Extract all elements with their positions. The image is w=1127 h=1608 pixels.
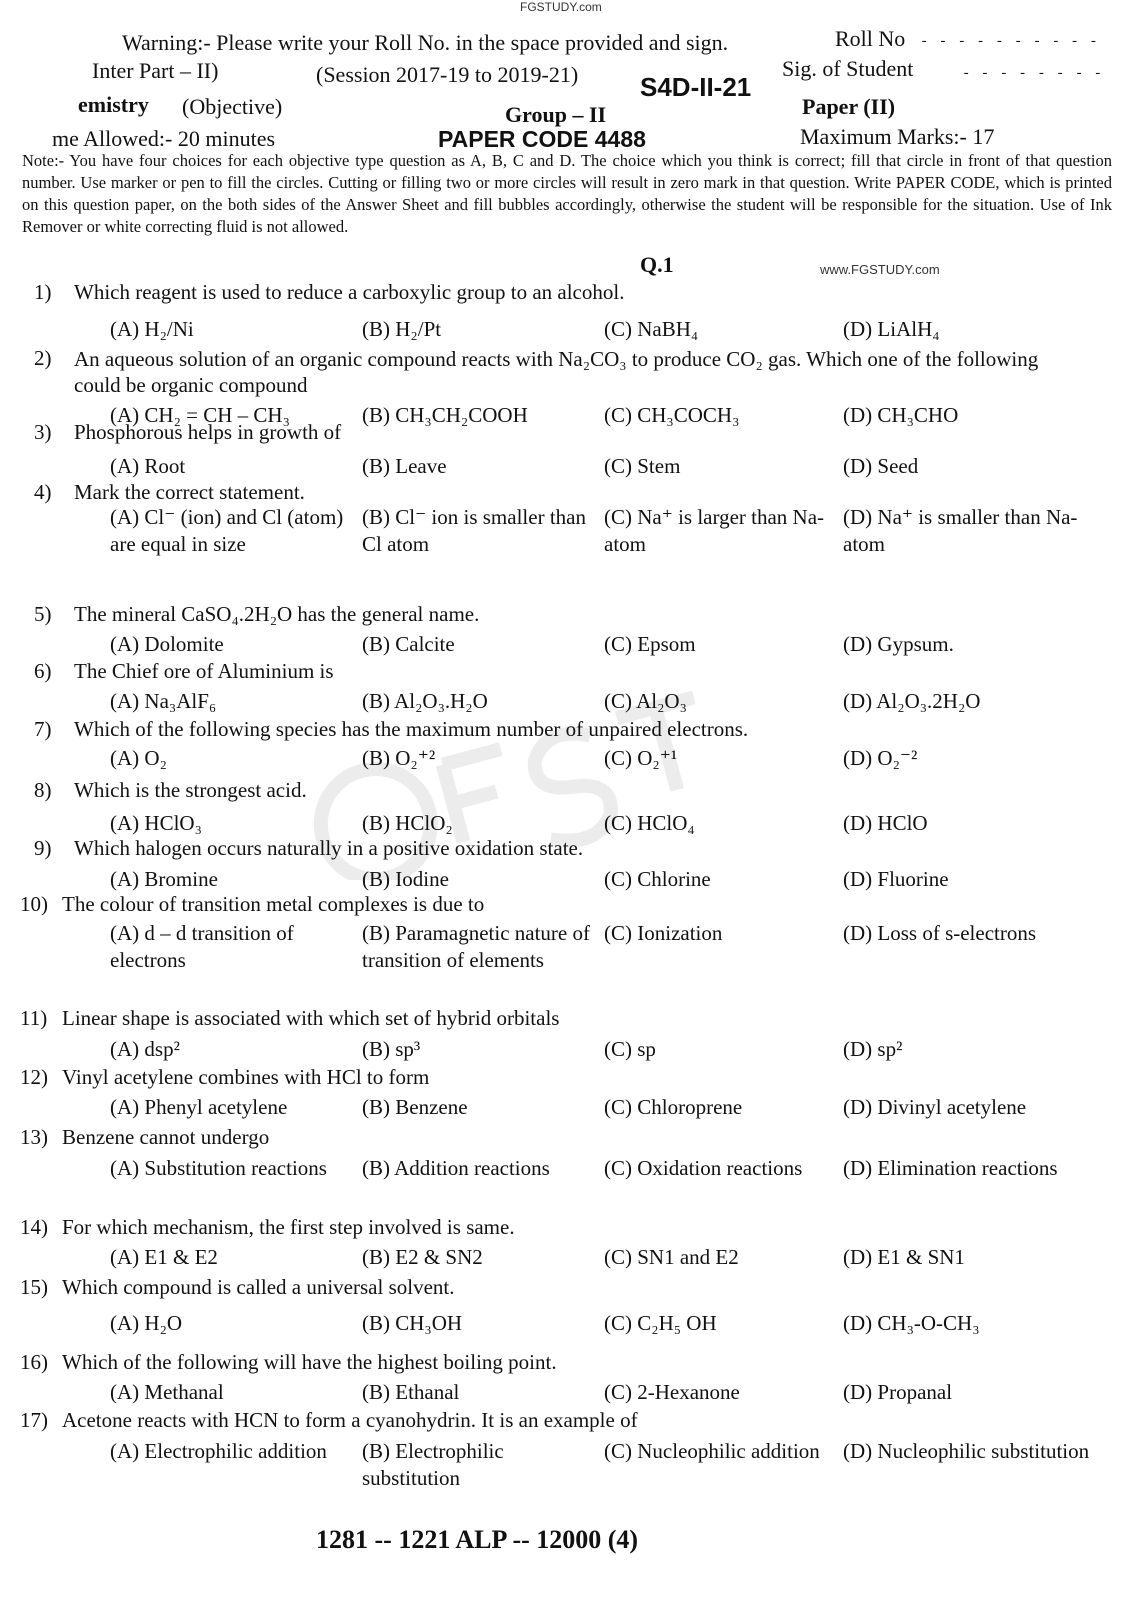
option-c: (C) sp [604, 1037, 656, 1061]
option-c: (C) Stem [604, 454, 681, 478]
option-a: (A) Na₃AlF₆ [110, 689, 217, 713]
question-number: 15) [20, 1275, 48, 1299]
option-d: (D) LiAlH₄ [843, 317, 940, 341]
option-b: (B) HClO₂ [362, 811, 453, 835]
option-b: (B) H₂/Pt [362, 317, 442, 341]
option-b: (B) Al₂O₃.H₂O [362, 689, 488, 713]
group-label: Group – II [505, 102, 607, 127]
question-number: 6) [34, 659, 52, 683]
session-label: (Session 2017-19 to 2019-21) [316, 62, 579, 87]
option-a: (A) d – d transition of electrons [110, 921, 294, 972]
question-number: 3) [34, 420, 52, 444]
option-c: (C) 2-Hexanone [604, 1380, 740, 1404]
question-text: Which halogen occurs naturally in a positive oxidation state. [74, 836, 584, 860]
question-text: Which compound is called a universal solvent. [62, 1275, 455, 1299]
option-a: (A) Methanal [110, 1380, 224, 1404]
question-text: Acetone reacts with HCN to form a cyanohydrin. It is an example of [62, 1408, 638, 1432]
option-b: (B) Benzene [362, 1095, 468, 1119]
option-b: (B) Addition reactions [362, 1156, 550, 1180]
option-d: (D) E1 & SN1 [843, 1245, 965, 1269]
option-b: (B) Cl⁻ ion is smaller than Cl atom [362, 505, 586, 556]
option-a: (A) Substitution reactions [110, 1156, 327, 1180]
option-a: (A) E1 & E2 [110, 1245, 218, 1269]
paper-code: PAPER CODE 4488 [438, 126, 646, 152]
objective-label: (Objective) [182, 94, 283, 119]
option-c: (C) Oxidation reactions [604, 1156, 803, 1180]
signature-label: Sig. of Student [782, 56, 914, 81]
option-a: (A) Root [110, 454, 186, 478]
site-mark: FGSTUDY.com [520, 0, 602, 14]
option-d: (D) Fluorine [843, 867, 949, 891]
option-d: (D) CH₃CHO [843, 403, 959, 427]
option-b: (B) O₂⁺² [362, 746, 436, 770]
question-text: For which mechanism, the first step involved is same. [62, 1215, 515, 1239]
roll-no-label: Roll No [835, 26, 906, 51]
question-number: 7) [34, 717, 52, 741]
option-a: (A) H₂/Ni [110, 317, 194, 341]
option-b: (B) E2 & SN2 [362, 1245, 483, 1269]
option-b: (B) sp³ [362, 1037, 421, 1061]
option-c: (C) Epsom [604, 632, 696, 656]
option-b: (B) Iodine [362, 867, 449, 891]
option-c: (C) C₂H₅ OH [604, 1311, 717, 1335]
question-text: Which reagent is used to reduce a carboxylic group to an alcohol. [74, 280, 625, 304]
option-a: (A) Electrophilic addition [110, 1439, 327, 1463]
option-a: (A) Cl⁻ (ion) and Cl (atom) are equal in size [110, 505, 344, 556]
question-text: Vinyl acetylene combines with HCl to form [62, 1065, 430, 1089]
option-d: (D) HClO [843, 811, 928, 835]
handwritten-code: S4D-II-21 [640, 72, 752, 102]
option-d: (D) Al₂O₃.2H₂O [843, 689, 981, 713]
option-d: (D) Elimination reactions [843, 1156, 1058, 1180]
option-b: (B) Leave [362, 454, 447, 478]
question-number: 9) [34, 836, 52, 860]
question-number: 10) [20, 892, 48, 916]
option-d: (D) Loss of s-electrons [843, 921, 1037, 945]
question-text: The Chief ore of Aluminium is [74, 659, 334, 683]
question-number: 17) [20, 1408, 48, 1432]
question-text: Which of the following will have the highest boiling point. [62, 1350, 557, 1374]
question-number: 11) [20, 1006, 48, 1030]
option-a: (A) CH₂ = CH – CH₃ [110, 403, 290, 427]
option-a: (A) Dolomite [110, 632, 224, 656]
option-d: (D) Nucleophilic substitution [843, 1439, 1090, 1463]
warning-text: Warning:- Please write your Roll No. in the space provided and sign. [122, 30, 729, 55]
option-c: (C) Nucleophilic addition [604, 1439, 820, 1463]
option-d: (D) Propanal [843, 1380, 953, 1404]
option-d: (D) CH₃-O-CH₃ [843, 1311, 980, 1335]
option-a: (A) H₂O [110, 1311, 183, 1335]
option-c: (C) Chlorine [604, 867, 711, 891]
option-b: (B) Ethanal [362, 1380, 460, 1404]
option-a: (A) HClO₃ [110, 811, 202, 835]
option-c: (C) Chloroprene [604, 1095, 743, 1119]
question-number: 5) [34, 602, 52, 626]
question-number: 13) [20, 1125, 48, 1149]
question-text: Mark the correct statement. [74, 480, 305, 504]
question-text: An aqueous solution of an organic compound reacts with Na₂CO₃ to produce CO₂ gas. Which one of the following could be organic compound [74, 347, 1039, 397]
question-text: The colour of transition metal complexes is due to [62, 892, 485, 916]
option-d: (D) Na⁺ is smaller than Na-atom [843, 505, 1078, 556]
signature-field: - - - - - - - - [962, 66, 1104, 82]
option-c: (C) O₂⁺¹ [604, 746, 678, 770]
question-text: Which of the following species has the maximum number of unpaired electrons. [74, 717, 749, 741]
option-b: (B) CH₃OH [362, 1311, 463, 1335]
question-number: 12) [20, 1065, 48, 1089]
question-text: The mineral CaSO₄.2H₂O has the general name. [74, 602, 480, 626]
option-b: (B) Paramagnetic nature of transition of elements [362, 921, 590, 972]
question-number: 16) [20, 1350, 48, 1374]
option-b: (B) Calcite [362, 632, 455, 656]
option-c: (C) NaBH₄ [604, 317, 699, 341]
part-label: Inter Part – II) [92, 58, 219, 83]
option-c: (C) Ionization [604, 921, 723, 945]
option-c: (C) Al₂O₃ [604, 689, 687, 713]
option-b: (B) Electrophilic substitution [362, 1439, 504, 1490]
option-d: (D) O₂⁻² [843, 746, 918, 770]
question-number: 1) [34, 280, 52, 304]
option-d: (D) sp² [843, 1037, 903, 1061]
option-d: (D) Seed [843, 454, 919, 478]
question-text: Phosphorous helps in growth of [74, 420, 342, 444]
question-number: 2) [34, 346, 52, 370]
subject-label: emistry [78, 92, 149, 117]
maximum-marks: Maximum Marks:- 17 [800, 124, 995, 149]
option-a: (A) Bromine [110, 867, 218, 891]
footer-code: 1281 -- 1221 ALP -- 12000 (4) [316, 1525, 639, 1554]
option-a: (A) Phenyl acetylene [110, 1095, 288, 1119]
paper-label: Paper (II) [802, 94, 896, 119]
option-c: (C) HClO₄ [604, 811, 695, 835]
question-text: Linear shape is associated with which set of hybrid orbitals [62, 1006, 560, 1030]
question-text: Benzene cannot undergo [62, 1125, 270, 1149]
option-c: (C) SN1 and E2 [604, 1245, 739, 1269]
option-d: (D) Gypsum. [843, 632, 954, 656]
roll-no-field: - - - - - - - - - - [920, 34, 1099, 50]
option-c: (C) Na⁺ is larger than Na-atom [604, 505, 825, 556]
question-number: 8) [34, 778, 52, 802]
question-text: Which is the strongest acid. [74, 778, 307, 802]
question-number: 14) [20, 1215, 48, 1239]
option-d: (D) Divinyl acetylene [843, 1095, 1027, 1119]
site-url: www.FGSTUDY.com [820, 262, 940, 277]
question-label: Q.1 [640, 252, 674, 277]
question-number: 4) [34, 480, 52, 504]
time-allowed: me Allowed:- 20 minutes [52, 126, 276, 151]
option-a: (A) O₂ [110, 746, 167, 770]
option-a: (A) dsp² [110, 1037, 180, 1061]
option-c: (C) CH₃COCH₃ [604, 403, 740, 427]
option-b: (B) CH₃CH₂COOH [362, 403, 528, 427]
instructions-note: Note:- You have four choices for each objective type question as A, B, C and D. The choice which you think is correct; fill that circle in front of that question number. Use marker or pen to fill the circles. Cutting or filling two or more circles will result in zero mark in that question. Write PAPER CODE, which is printed on this question paper, on the both sides of the Answer Sheet and fill bubbles accordingly, otherwise the student will be responsible for the situation. Use of Ink Remover or white correcting fluid is not allowed. [22, 151, 1112, 236]
